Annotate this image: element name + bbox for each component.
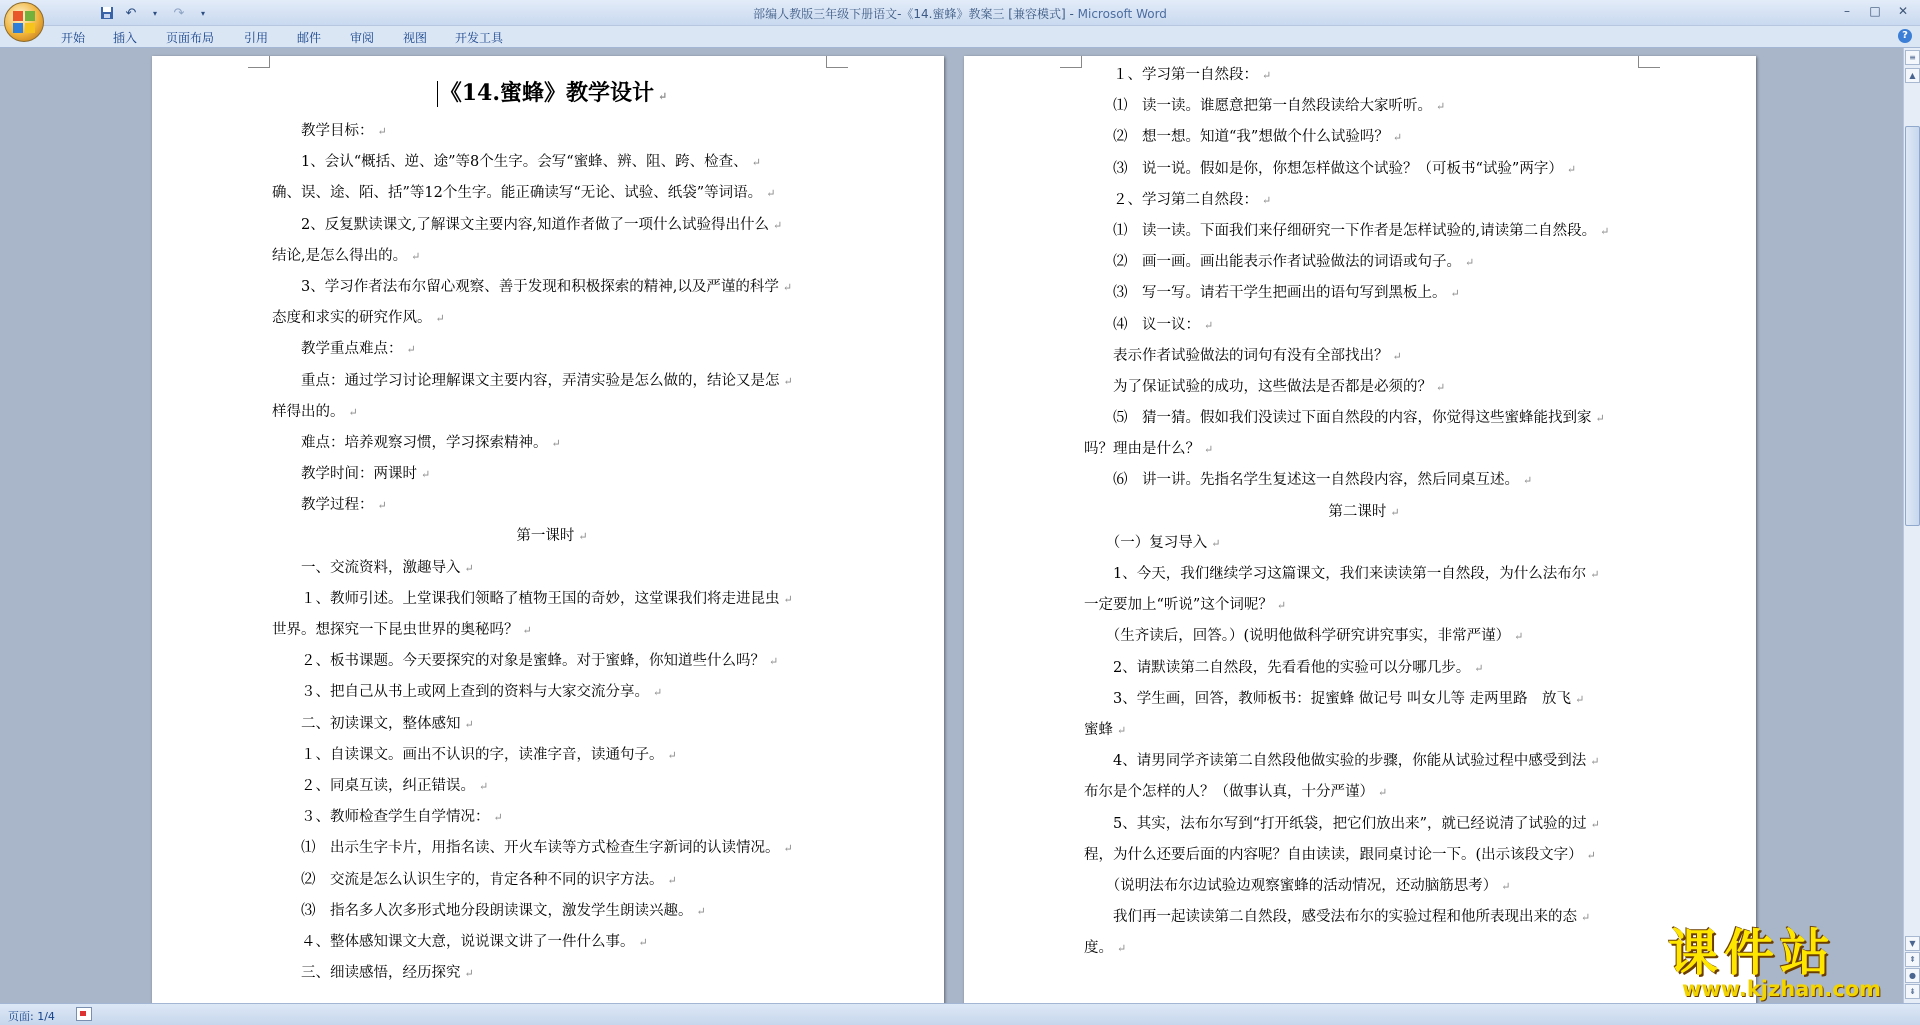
line-text: ⑵ 画一画。画出能表示作者试验做法的词语或句子。 (1084, 254, 1461, 271)
line-text: １、学习第一自然段： (1084, 67, 1258, 83)
paragraph-line (1084, 185, 1644, 216)
paragraph-mark-icon: ↵ (782, 280, 793, 294)
paragraph-mark-icon: ↵ (1262, 193, 1272, 207)
paragraph-line (272, 771, 832, 802)
line-text: 一、交流资料，激趣导入 (272, 559, 461, 576)
paragraph-mark-icon: ↵ (1600, 224, 1610, 238)
paragraph-mark-icon: ↵ (435, 312, 445, 326)
line-text: ⑴ 读一读。谁愿意把第一自然段读给大家听听。 (1084, 98, 1432, 115)
page-2 (964, 56, 1756, 1003)
paragraph-line (1084, 653, 1644, 684)
paragraph-line (1084, 122, 1644, 153)
line-text: ２、学习第二自然段： (1084, 191, 1258, 208)
paragraph-mark-icon: ↵ (551, 436, 561, 450)
next-page-icon[interactable]: ⇟ (1905, 984, 1920, 999)
paragraph-line (1084, 216, 1644, 247)
line-text: 2、请默读第二自然段，先看看他的实验可以分哪几步。 (1084, 659, 1471, 676)
paragraph-line (272, 116, 832, 147)
paragraph-line (1084, 341, 1644, 372)
line-text: ⑴ 出示生字卡片，用指名读、开火车读等方式检查生字新词的认读情况。 (272, 840, 780, 857)
paragraph-line (272, 366, 832, 397)
line-text: 表示作者试验做法的词句有没有全部找出？ (1084, 347, 1389, 364)
paragraph-line (1084, 559, 1644, 590)
paragraph-line (1084, 715, 1644, 746)
paragraph-mark-icon: ↵ (377, 499, 387, 513)
paragraph-line (272, 334, 832, 365)
line-text: 3、学生画，回答，教师板书：捉蜜蜂 做记号 叫女儿等 走两里路 放飞 (1084, 690, 1572, 707)
paragraph-line (1084, 933, 1644, 964)
paragraph-mark-icon: ↵ (421, 468, 431, 482)
line-text: 结论,是怎么得出的。 (272, 247, 408, 264)
paragraph-line (1084, 403, 1644, 434)
paragraph-mark-icon: ↵ (769, 655, 779, 669)
paragraph-line (1084, 154, 1644, 185)
minimize-icon[interactable]: – (1844, 4, 1850, 18)
line-text: ４、整体感知课文大意，说说课文讲了一件什么事。 (272, 933, 635, 950)
section-heading (1084, 497, 1644, 528)
paragraph-line (272, 709, 832, 740)
paragraph-mark-icon: ↵ (1590, 817, 1600, 831)
line-text: 布尔是个怎样的人？（做事认真，十分严谨） (1084, 784, 1374, 801)
paragraph-mark-icon: ↵ (1581, 911, 1591, 925)
line-text: 一定要加上“听说”这个词呢？ (1084, 597, 1273, 614)
paragraph-mark-icon: ↵ (653, 686, 663, 700)
line-text: １、自读课文。画出不认识的字，读准字音，读通句子。 (272, 746, 664, 763)
paragraph-mark-icon: ↵ (766, 187, 776, 201)
line-text: 世界。想探究一下昆虫世界的奥秘吗？ (272, 622, 519, 638)
paragraph-mark-icon: ↵ (696, 904, 706, 918)
line-text: 2、反复默读课文,了解课文主要内容,知道作者做了一项什么试验得出什么 (272, 216, 769, 233)
paragraph-mark-icon: ↵ (479, 779, 489, 793)
paragraph-mark-icon: ↵ (411, 249, 421, 263)
line-text: 度。 (1084, 940, 1113, 957)
paragraph-mark-icon: ↵ (1392, 131, 1403, 145)
line-text: 我们再一起读读第二自然段，感受法布尔的实验过程和他所表现出来的态 (1084, 909, 1577, 926)
paragraph-mark-icon: ↵ (1211, 536, 1221, 550)
office-logo-icon (13, 11, 35, 33)
paragraph-mark-icon: ↵ (1595, 412, 1605, 426)
line-text: 二、初读课文，整体感知 (272, 715, 461, 732)
paragraph-mark-icon: ↵ (638, 935, 648, 949)
paragraph-line (1084, 60, 1644, 91)
title-bar (0, 0, 1920, 26)
line-text: 3、学习作者法布尔留心观察、善于发现和积极探索的精神,以及严谨的科学 (272, 278, 779, 295)
line-text: ⑷ 议一议： (1084, 316, 1200, 333)
paragraph-mark-icon: ↵ (783, 842, 793, 856)
paragraph-mark-icon: ↵ (1117, 942, 1127, 956)
line-text: 第二课时 (1328, 503, 1387, 520)
line-text: ２、板书课题。今天要探究的对象是蜜蜂。对于蜜蜂，你知道些什么吗？ (272, 653, 765, 670)
line-text: 4、请男同学齐读第二自然段他做实验的步骤，你能从试验过程中感受到法 (1084, 753, 1587, 770)
paragraph-mark-icon: ↵ (464, 967, 474, 981)
line-text: ⑵ 想一想。知道“我”想做个什么试验吗？ (1084, 129, 1389, 146)
paragraph-line (272, 459, 832, 490)
paragraph-line (1084, 372, 1644, 403)
redo-icon[interactable]: ↷ (173, 5, 185, 21)
paragraph-mark-icon: ↵ (1378, 786, 1388, 800)
watermark-logo (1668, 925, 1902, 1003)
paragraph-mark-icon: ↵ (1523, 474, 1533, 488)
paragraph-line (1084, 871, 1644, 902)
crop-mark (248, 56, 270, 68)
paragraph-line (272, 553, 832, 584)
paragraph-line (1084, 528, 1644, 559)
paragraph-mark-icon: ↵ (1392, 349, 1402, 363)
paragraph-mark-icon: ↵ (406, 343, 416, 357)
paragraph-line (1084, 777, 1644, 808)
paragraph-line (272, 802, 832, 833)
document-title: 部编人教版三年级下册语文-《14.蜜蜂》教案三 [兼容模式] - (753, 7, 1078, 21)
paragraph-mark-icon: ↵ (1436, 100, 1446, 114)
window-controls (1834, 2, 1916, 20)
line-text: 教学过程： (272, 497, 374, 514)
section-heading (272, 521, 832, 552)
line-text: ⑶ 指名多人次多形式地分段朗读课文，激发学生朗读兴趣。 (272, 902, 693, 919)
maximize-icon[interactable]: □ (1869, 4, 1881, 18)
line-text: 1、会认“概括、逆、途”等8个生字。会写“蜜蜂、辨、阻、跨、检查、 (272, 154, 748, 171)
previous-page-icon[interactable]: ⇞ (1905, 952, 1920, 967)
paragraph-line (1084, 590, 1644, 621)
line-text: （一）复习导入 (1084, 534, 1208, 551)
paragraph-mark-icon: ↵ (1474, 661, 1484, 675)
paragraph-line (272, 303, 832, 334)
tab-review[interactable]: 审阅 (350, 31, 375, 45)
scroll-down-icon[interactable]: ▼ (1905, 936, 1920, 951)
line-text: 重点：通过学习讨论理解课文主要内容，弄清实验是怎么做的，结论又是怎 (272, 372, 780, 389)
paragraph-line (272, 865, 832, 896)
paragraph-mark-icon: ↵ (1566, 162, 1577, 176)
tab-mailings[interactable]: 邮件 (297, 31, 322, 45)
undo-icon[interactable]: ↶ (125, 5, 137, 21)
paragraph-mark-icon: ↵ (1590, 755, 1600, 769)
scroll-up-icon[interactable]: ▲ (1905, 68, 1920, 83)
watermark-url: www.kjzhan.com (1682, 977, 1882, 1001)
paragraph-mark-icon: ↵ (464, 717, 474, 731)
paragraph-mark-icon: ↵ (783, 374, 793, 388)
line-text: ３、教师检查学生自学情况： (272, 809, 490, 826)
office-button[interactable] (4, 2, 44, 42)
line-text: 态度和求实的研究作风。 (272, 310, 432, 327)
paragraph-mark-icon: ↵ (493, 811, 503, 825)
paragraph-line (272, 646, 832, 677)
paragraph-mark-icon: ↵ (1590, 568, 1600, 581)
paragraph-line (272, 210, 832, 241)
line-text: 教学重点难点： (272, 341, 403, 358)
paragraph-mark-icon: ↵ (578, 530, 588, 544)
line-text: 程，为什么还要后面的内容呢？自由读读，跟同桌讨论一下。(出示该段文字） (1084, 846, 1583, 863)
paragraph-mark-icon: ↵ (1575, 692, 1585, 706)
line-text: 样得出的。 (272, 403, 345, 420)
paragraph-line (272, 397, 832, 428)
line-text: １、教师引述。上堂课我们领略了植物王国的奇妙，这堂课我们将走进昆虫 (272, 590, 780, 607)
paragraph-mark-icon: ↵ (1262, 69, 1272, 82)
paragraph-line (272, 272, 832, 303)
paragraph-line (272, 490, 832, 521)
paragraph-line (1084, 465, 1644, 496)
line-text: ⑶ 写一写。请若干学生把画出的语句写到黑板上。 (1084, 285, 1447, 302)
line-text: ⑵ 交流是怎么认识生字的，肯定各种不同的识字方法。 (272, 871, 664, 888)
scroll-thumb[interactable] (1905, 126, 1920, 526)
paragraph-mark-icon: ↵ (1450, 287, 1460, 301)
paragraph-mark-icon: ↵ (1276, 599, 1287, 613)
paragraph-mark-icon: ↵ (1204, 318, 1214, 332)
tab-references[interactable]: 引用 (244, 31, 269, 45)
line-text: ⑴ 读一读。下面我们来仔细研究一下作者是怎样试验的,请读第二自然段。 (1084, 222, 1597, 239)
paragraph-line (272, 958, 832, 989)
line-text: 教学目标： (272, 123, 374, 139)
tab-insert[interactable]: 插入 (113, 31, 138, 45)
paragraph-line (272, 677, 832, 708)
line-text: 5、其实，法布尔写到“打开纸袋，把它们放出来”，就已经说清了试验的过 (1084, 815, 1587, 832)
paragraph-line (1084, 310, 1644, 341)
ruler-toggle-icon[interactable]: ≡ (1905, 50, 1920, 65)
paragraph-line (1084, 91, 1644, 122)
paragraph-line (1084, 247, 1644, 278)
paragraph-mark-icon: ↵ (783, 592, 793, 606)
paragraph-mark-icon: ↵ (1436, 380, 1446, 394)
paragraph-mark-icon: ↵ (1117, 723, 1127, 737)
dropdown-icon[interactable]: ▾ (152, 8, 157, 18)
paragraph-mark-icon: ↵ (1586, 848, 1596, 862)
line-text: 三、细读感悟，经历探究 (272, 965, 461, 982)
paragraph-mark-icon: ↵ (377, 125, 387, 138)
line-text: 1、今天，我们继续学习这篇课文，我们来读读第一自然段，为什么法布尔 (1084, 566, 1587, 582)
select-browse-object-icon[interactable]: ● (1905, 968, 1920, 983)
line-text: （说明法布尔边试验边观察蜜蜂的活动情况，还动脑筋思考） (1084, 877, 1498, 894)
line-text: 蜜蜂 (1084, 721, 1113, 738)
line-text: ２、同桌互读，纠正错误。 (272, 777, 475, 794)
paragraph-mark-icon: ↵ (751, 156, 761, 170)
tab-home[interactable]: 开始 (61, 31, 86, 45)
paragraph-line (272, 927, 832, 958)
paragraph-line (272, 428, 832, 459)
paragraph-line (1084, 684, 1644, 715)
watermark-title: 课件站 (1668, 924, 1836, 982)
paragraph-line (272, 178, 832, 209)
page-1-content[interactable] (272, 70, 832, 989)
close-icon[interactable]: ✕ (1897, 4, 1909, 18)
crop-mark (1060, 56, 1082, 68)
paragraph-line (1084, 809, 1644, 840)
paragraph-mark-icon: ↵ (348, 405, 358, 419)
proofing-icon[interactable] (76, 1007, 92, 1021)
paragraph-mark-icon: ↵ (667, 873, 677, 887)
help-icon[interactable]: ? (1898, 29, 1912, 43)
paragraph-mark-icon: ↵ (1465, 256, 1475, 270)
line-text: 为了保证试验的成功，这些做法是否都是必须的？ (1084, 378, 1432, 395)
paragraph-line (1084, 621, 1644, 652)
page-1 (152, 56, 944, 1003)
ribbon-tab-bar (0, 26, 1920, 48)
line-text: 确、误、途、陌、括”等12个生字。能正确读写“无论、试验、纸袋”等词语。 (272, 185, 763, 202)
paragraph-line (1084, 902, 1644, 933)
page-2-content[interactable] (1084, 60, 1644, 964)
paragraph-line (1084, 746, 1644, 777)
page-indicator[interactable]: 页面: 1/4 (8, 1010, 55, 1023)
tab-view[interactable]: 视图 (403, 31, 428, 45)
line-text: ⑹ 讲一讲。先指名学生复述这一自然段内容，然后同桌互述。 (1084, 472, 1519, 489)
paragraph-line (1084, 840, 1644, 871)
paragraph-line (1084, 278, 1644, 309)
paragraph-mark-icon: ↵ (522, 624, 532, 637)
document-title-heading: 《14.蜜蜂》教学设计 ↵ (272, 70, 832, 116)
paragraph-line (272, 896, 832, 927)
paragraph-mark-icon: ↵ (667, 748, 677, 762)
line-text: 吗？理由是什么？ (1084, 441, 1200, 458)
paragraph-line (272, 147, 832, 178)
status-bar (0, 1003, 1920, 1025)
paragraph-mark-icon: ↵ (1204, 443, 1214, 457)
paragraph-line (272, 241, 832, 272)
document-area (0, 48, 1903, 1003)
paragraph-line (272, 615, 832, 646)
text-cursor (437, 81, 438, 107)
window-title (0, 5, 1920, 22)
paragraph-line (272, 584, 832, 615)
customize-qat-icon[interactable]: ▾ (200, 8, 205, 18)
paragraph-mark-icon: ↵ (1514, 630, 1524, 644)
line-text: 教学时间：两课时 (272, 466, 417, 483)
line-text: （生齐读后，回答。）(说明他做科学研究讲究事实，非常严谨） (1084, 628, 1511, 645)
line-text: ⑸ 猜一猜。假如我们没读过下面自然段的内容，你觉得这些蜜蜂能找到家 (1084, 410, 1592, 427)
tab-developer[interactable]: 开发工具 (455, 31, 504, 45)
tab-page-layout[interactable]: 页面布局 (166, 31, 215, 45)
line-text: ⑶ 说一说。假如是你，你想怎样做这个试验？（可板书“试验”两字） (1084, 160, 1563, 177)
app-name: Microsoft Word (1077, 7, 1167, 21)
paragraph-mark-icon: ↵ (772, 218, 783, 232)
paragraph-line (1084, 434, 1644, 465)
line-text: 难点：培养观察习惯，学习探索精神。 (272, 434, 548, 451)
line-text: ３、把自己从书上或网上查到的资料与大家交流分享。 (272, 684, 649, 701)
paragraph-line (272, 740, 832, 771)
paragraph-line (272, 833, 832, 864)
vertical-scrollbar[interactable] (1903, 48, 1920, 1003)
crop-mark (826, 56, 848, 68)
paragraph-mark-icon: ↵ (1501, 879, 1511, 893)
line-text: 第一课时 (516, 528, 575, 545)
paragraph-mark-icon: ↵ (464, 561, 474, 575)
paragraph-mark-icon: ↵ (1390, 505, 1400, 519)
